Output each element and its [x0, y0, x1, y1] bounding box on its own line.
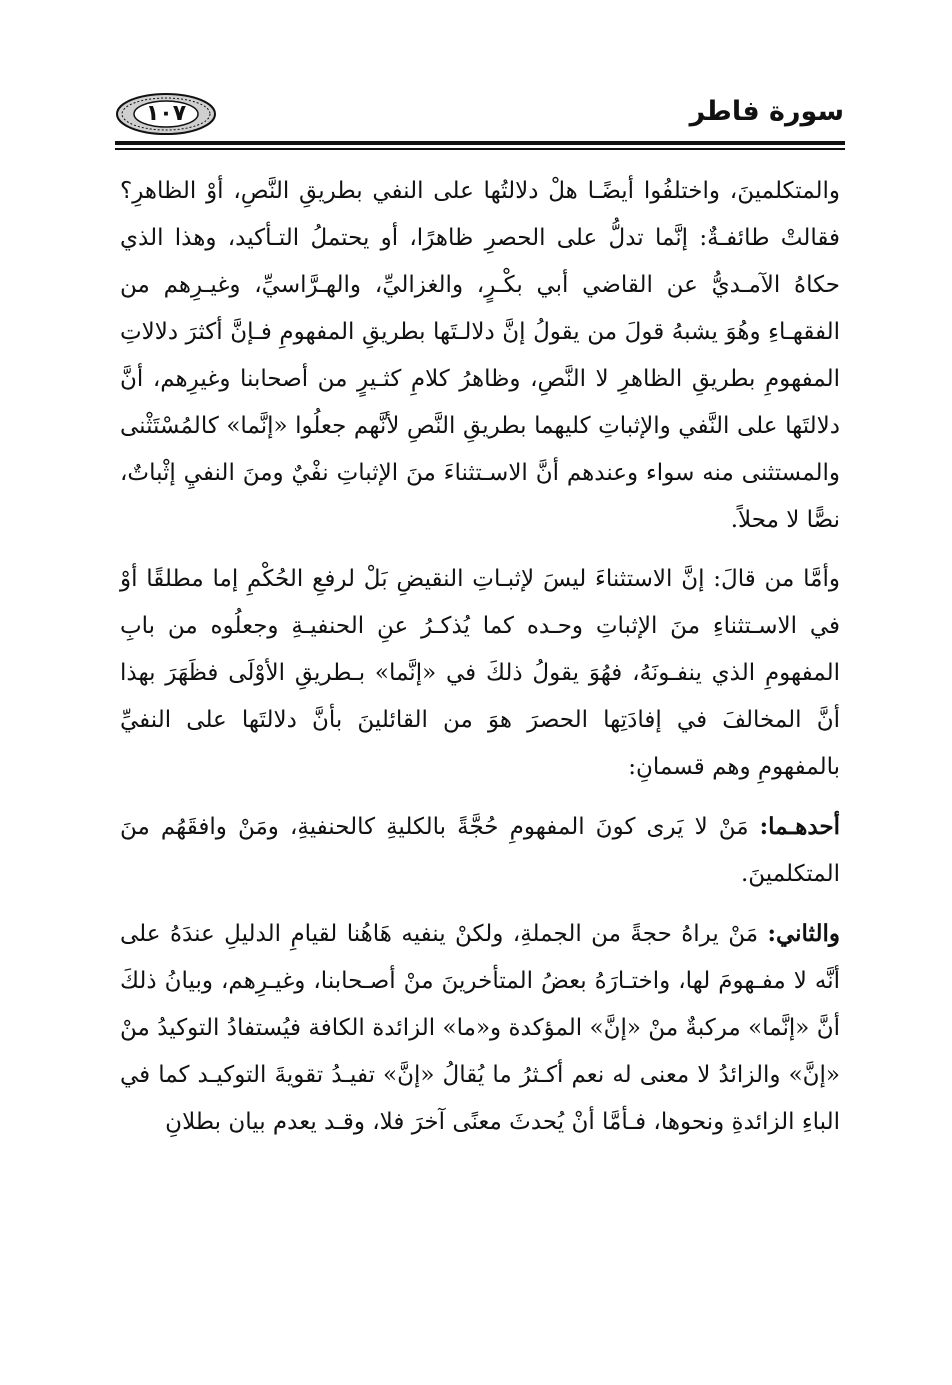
surah-title: سورة فاطر [689, 96, 844, 127]
paragraph-lead: والثاني: [767, 920, 840, 947]
paragraph [120, 910, 840, 1146]
page-number-badge [115, 92, 217, 136]
page-number: ١٠٧ [145, 101, 187, 126]
header-rule-thick [115, 141, 845, 145]
page-body [120, 168, 840, 1146]
paragraph-text: مَنْ لا يَرى كونَ المفهومِ حُجَّةً بالكليةِ كالحنفيةِ، ومَنْ وافقَهُم منَ المتكلمينَ. [120, 814, 840, 887]
paragraph-text: وأمَّا من قالَ: إنَّ الاستثناءَ ليسَ لإثبـاتِ النقيضِ بَلْ لرفعِ الحُكْمِ إما مطلقًا أوْ في الاسـتثناءِ منَ الإثباتِ وحـده كما يُذكـرُ عنِ الحنفيـةِ وجعلُوه من بابِ المفهومِ الذي ينفـونَهُ، فهُوَ يقولُ ذلكَ في «إنَّما» بـطريقِ الأوْلَى فظَهَرَ بهذا أنَّ المخالفَ في إفادَتِها الحصرَ هوَ من القائلينَ بأنَّ دلالتَها على النفيِّ بالمفهومِ وهم قسمانِ: [120, 566, 840, 780]
paragraph [120, 168, 840, 544]
paragraph-text: والمتكلمينَ، واختلفُوا أيضًـا هلْ دلالتُها على النفي بطريقِ النَّصِ، أوْ الظاهرِ؟ فقالتْ طائفـةٌ: إنَّما تدلُّ على الحصرِ ظاهرًا، أو يحتملُ التـأكيد، وهذا الذي حكاهُ الآمـديُّ عن القاضي أبي بكْـرٍ، والغزاليِّ، والهـرَّاسيِّ، وغيـرِهم من الفقهـاءِ وهُوَ يشبهُ قولَ من يقولُ إنَّ دلالـتَها بطريقِ المفهومِ فـإنَّ أكثرَ دلالاتِ المفهومِ بطريقِ الظاهرِ لا النَّصِ، وظاهرُ كلامِ كثـيرٍ من أصحابنا وغيرِهم، أنَّ دلالتَها على النَّفي والإثباتِ كليهما بطريقِ النَّصِ لأنَّهم جعلُوا «إنَّما» كالمُسْتَثْنى والمستثنى منه سواء وعندهم أنَّ الاسـتثناءَ منَ الإثباتِ نفْيٌ ومنَ النفيِ إثْباتٌ، نصًّا لا محلاً. [120, 178, 840, 533]
paragraph [120, 803, 840, 898]
header-rule-thin [115, 148, 845, 150]
paragraph-lead: أحدهـما: [759, 813, 840, 840]
paragraph-text: مَنْ يراهُ حجةً من الجملةِ، ولكنْ ينفيه هَاهُنا لقيامِ الدليلِ عندَهُ على أنَّه لا مفـهومَ لها، واختـارَهُ بعضُ المتأخرينَ منْ أصـحابنا، وغيـرِهم، وبيانُ ذلكَ أنَّ «إنَّما» مركبةٌ منْ «إنَّ» المؤكدة و«ما» الزائدة الكافة فيُستفادُ التوكيدُ منْ «إنَّ» والزائدُ لا معنى له نعم أكـثرُ ما يُقالُ «إنَّ» تفيـدُ تقويةَ التوكيـد كما في الباءِ الزائدةِ ونحوها، فـأمَّا أنْ يُحدثَ معنًى آخرَ فلا، وقـد يعدم بيان بطلانِ [120, 921, 840, 1135]
paragraph [120, 556, 840, 791]
